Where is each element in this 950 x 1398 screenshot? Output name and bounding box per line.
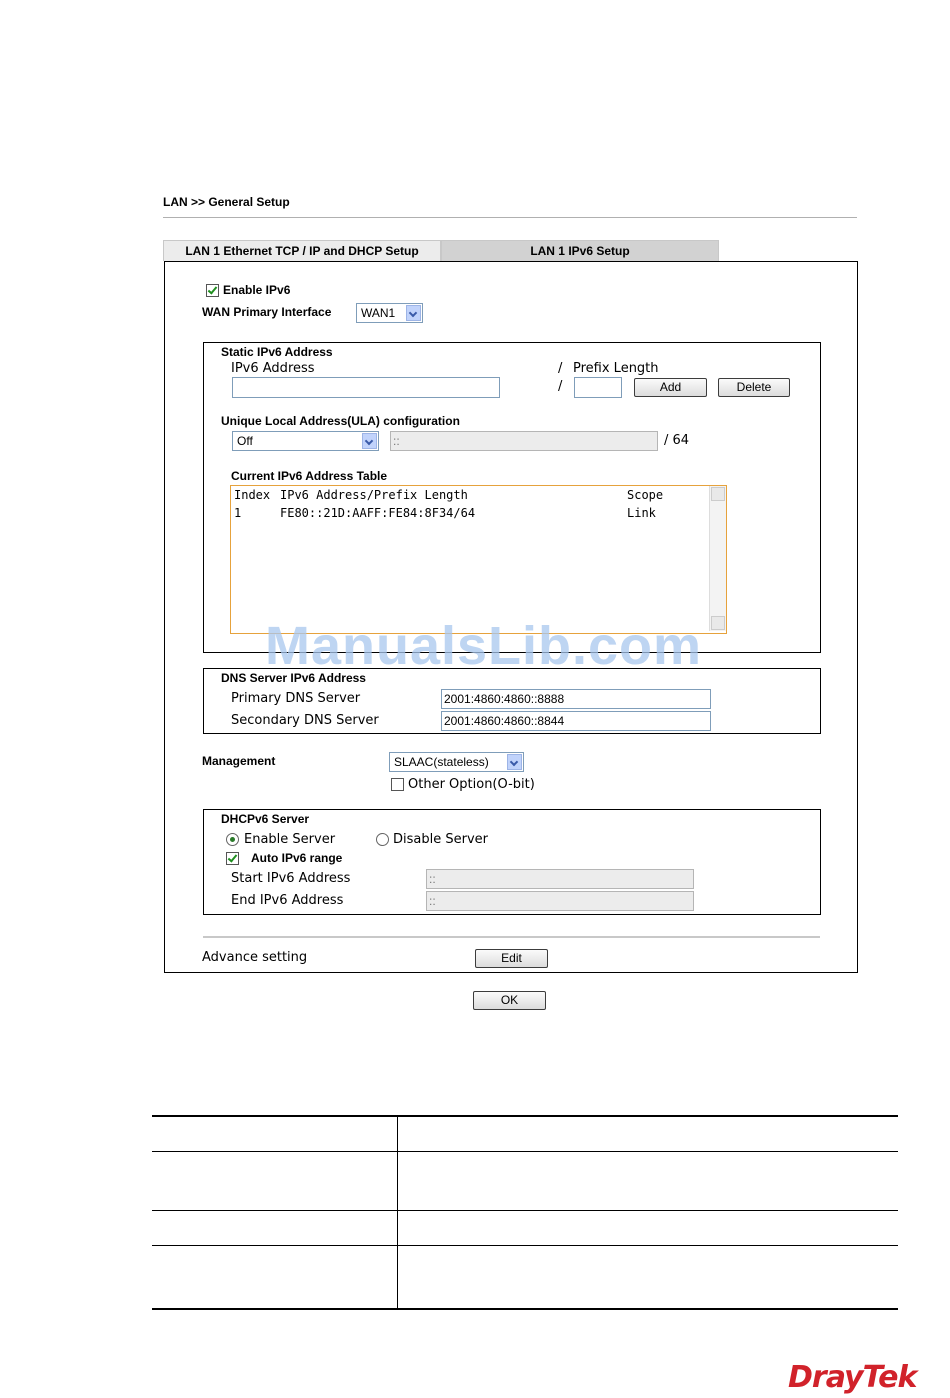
ula-select[interactable]	[232, 431, 379, 451]
ula-title: Unique Local Address(ULA) configuration	[221, 414, 460, 428]
auto-range-checkbox[interactable]	[226, 852, 239, 865]
enable-ipv6-checkbox[interactable]	[206, 284, 219, 297]
divider	[163, 217, 857, 218]
ula-input[interactable]: ::	[390, 431, 658, 451]
table-bottom-rule	[152, 1308, 898, 1310]
enable-server-label: Enable Server	[244, 832, 336, 847]
wan-primary-value: WAN1	[361, 306, 396, 320]
address-table-title: Current IPv6 Address Table	[231, 469, 388, 483]
header-scope: Scope	[627, 488, 664, 502]
wan-primary-label: WAN Primary Interface	[202, 305, 332, 319]
advance-setting-label: Advance setting	[202, 950, 308, 965]
prefix-length-input[interactable]	[574, 377, 622, 398]
start-address-label: Start IPv6 Address	[231, 871, 351, 886]
row-address: FE80::21D:AAFF:FE84:8F34/64	[280, 506, 476, 520]
scroll-down-icon[interactable]	[711, 616, 725, 630]
end-address-label: End IPv6 Address	[231, 893, 344, 908]
breadcrumb: LAN >> General Setup	[163, 195, 290, 209]
tab-ipv6-setup[interactable]: LAN 1 IPv6 Setup	[441, 240, 719, 261]
table-top-rule	[152, 1115, 898, 1117]
primary-dns-label: Primary DNS Server	[231, 691, 361, 706]
enable-ipv6-label: Enable IPv6	[223, 283, 291, 297]
slash-label: /	[558, 361, 563, 376]
ok-button[interactable]: OK	[473, 991, 546, 1010]
slash-label-2: /	[558, 379, 563, 394]
enable-server-radio[interactable]	[226, 833, 239, 846]
row-scope: Link	[627, 506, 656, 520]
ula-suffix: / 64	[664, 433, 690, 448]
table-row-rule	[152, 1151, 898, 1152]
disable-server-label: Disable Server	[393, 832, 488, 847]
watermark: ManualsLib.com	[265, 616, 703, 676]
other-option-label: Other Option(O-bit)	[408, 777, 535, 792]
draytek-logo: DrayTek	[788, 1360, 917, 1395]
chevron-down-icon	[406, 305, 421, 321]
tab-ethernet-tcpip-dhcp[interactable]: LAN 1 Ethernet TCP / IP and DHCP Setup	[163, 240, 441, 261]
management-label: Management	[202, 754, 276, 768]
dns-title: DNS Server IPv6 Address	[221, 671, 366, 685]
auto-range-label: Auto IPv6 range	[251, 851, 343, 865]
secondary-dns-input[interactable]: 2001:4860:4860::8844	[441, 711, 711, 731]
end-address-input[interactable]: ::	[426, 891, 694, 911]
management-select[interactable]	[389, 752, 524, 772]
delete-button[interactable]: Delete	[718, 378, 790, 397]
start-address-input[interactable]: ::	[426, 869, 694, 889]
address-table	[230, 485, 727, 634]
prefix-length-label: Prefix Length	[573, 361, 659, 376]
secondary-dns-label: Secondary DNS Server	[231, 713, 379, 728]
ula-select-value: Off	[237, 434, 253, 448]
chevron-down-icon	[507, 754, 522, 770]
disable-server-radio[interactable]	[376, 833, 389, 846]
edit-button[interactable]: Edit	[475, 949, 548, 968]
management-value: SLAAC(stateless)	[394, 755, 489, 769]
table-row-rule	[152, 1245, 898, 1246]
header-address: IPv6 Address/Prefix Length	[280, 488, 468, 502]
add-button[interactable]: Add	[634, 378, 707, 397]
ipv6-address-input[interactable]	[232, 377, 500, 398]
header-index: Index	[234, 488, 271, 502]
other-option-checkbox[interactable]	[391, 778, 404, 791]
table-column-rule	[397, 1116, 398, 1309]
ipv6-address-label: IPv6 Address	[231, 361, 315, 376]
dhcpv6-title: DHCPv6 Server	[221, 812, 310, 826]
table-scrollbar[interactable]	[709, 486, 726, 631]
static-ipv6-title: Static IPv6 Address	[221, 345, 333, 359]
separator	[203, 936, 820, 938]
scroll-up-icon[interactable]	[711, 487, 725, 501]
wan-primary-select[interactable]	[356, 303, 423, 323]
row-index: 1	[234, 506, 242, 520]
table-row-rule	[152, 1210, 898, 1211]
chevron-down-icon	[362, 433, 377, 449]
primary-dns-input[interactable]: 2001:4860:4860::8888	[441, 689, 711, 709]
